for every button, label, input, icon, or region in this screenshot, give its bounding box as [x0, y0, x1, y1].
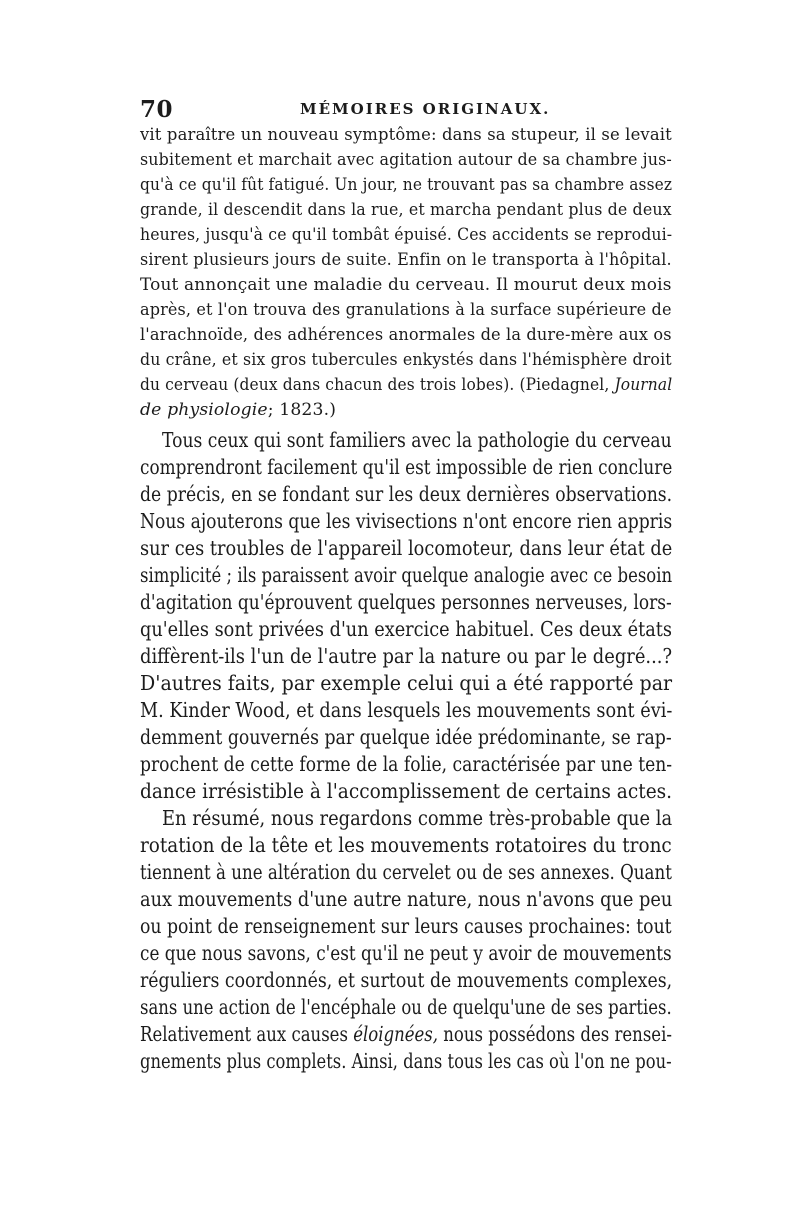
text-line: après, et l'on trouva des granulations à la surface supérieure de	[140, 300, 672, 320]
text-line	[140, 400, 336, 420]
text-segment: Relativement aux causes	[140, 1022, 354, 1046]
text-line: demment gouvernés par quelque idée prédominante, se rap-	[140, 725, 672, 749]
text-line: Nous ajouterons que les vivisections n'ont encore rien appris	[140, 509, 673, 533]
text-line: D'autres faits, par exemple celui qui a été rapporté par	[140, 671, 673, 695]
text-line: d'agitation qu'éprouvent quelques personnes nerveuses, lors-	[140, 590, 672, 614]
text-line: du crâne, et six gros tubercules enkystés dans l'hémisphère droit	[140, 350, 672, 370]
emphasis-italic: éloignées,	[353, 1022, 439, 1046]
text-line: qu'elles sont privées d'un exercice habituel. Ces deux états	[140, 617, 673, 641]
text-line: ce que nous savons, c'est qu'il ne peut y avoir de mouvements	[140, 941, 672, 965]
text-line: tiennent à une altération du cervelet ou de ses annexes. Quant	[140, 860, 672, 884]
text-line: comprendront facilement qu'il est impossible de rien conclure	[140, 455, 673, 479]
text-segment: ; 1823.)	[267, 400, 337, 420]
text-line: diffèrent-ils l'un de l'autre par la nature ou par le degré...?	[140, 644, 673, 668]
page-number: 70	[140, 96, 174, 123]
text-line: rotation de la tête et les mouvements rotatoires du tronc	[140, 833, 672, 857]
text-line: Tout annonçait une maladie du cerveau. Il mourut deux mois	[140, 275, 672, 295]
text-line: vit paraître un nouveau symptôme: dans sa stupeur, il se levait	[140, 125, 672, 145]
journal-title-italic: de physiologie	[140, 400, 268, 420]
text-line: qu'à ce qu'il fût fatigué. Un jour, ne trouvant pas sa chambre assez	[140, 175, 673, 195]
text-line: sur ces troubles de l'appareil locomoteur, dans leur état de	[140, 536, 673, 560]
text-line: réguliers coordonnés, et surtout de mouvements complexes,	[140, 968, 673, 992]
text-line: heures, jusqu'à ce qu'il tombât épuisé. Ces accidents se reprodui-	[140, 225, 673, 245]
running-head	[140, 96, 660, 126]
text-line: subitement et marchait avec agitation autour de sa chambre jus-	[140, 150, 672, 170]
journal-title-italic: Journal	[614, 375, 673, 395]
text-line: En résumé, nous regardons comme très-probable que la	[162, 806, 673, 830]
text-line: M. Kinder Wood, et dans lesquels les mouvements sont évi-	[140, 698, 673, 722]
text-line: de précis, en se fondant sur les deux dernières observations.	[140, 482, 673, 506]
text-line: sans une action de l'encéphale ou de quelqu'une de ses parties.	[140, 995, 672, 1019]
text-line: prochent de cette forme de la folie, caractérisée par une ten-	[140, 752, 673, 776]
text-segment: du cerveau (deux dans chacun des trois lobes). (Piedagnel,	[140, 375, 615, 395]
text-segment: nous possédons des rensei-	[438, 1022, 672, 1046]
text-line: l'arachnoïde, des adhérences anormales de la dure-mère aux os	[140, 325, 672, 345]
text-line: Tous ceux qui sont familiers avec la pathologie du cerveau	[162, 428, 672, 452]
text-line	[140, 1022, 672, 1046]
text-line: grande, il descendit dans la rue, et marcha pendant plus de deux	[140, 200, 672, 220]
text-line: sirent plusieurs jours de suite. Enfin on le transporta à l'hôpital.	[140, 250, 672, 270]
text-line: ou point de renseignement sur leurs causes prochaines: tout	[140, 914, 672, 938]
text-line: dance irrésistible à l'accomplissement de certains actes.	[140, 779, 673, 803]
text-line	[140, 375, 672, 395]
running-title: MÉMOIRES ORIGINAUX.	[300, 100, 551, 118]
text-line: aux mouvements d'une autre nature, nous n'avons que peu	[140, 887, 673, 911]
text-line: gnements plus complets. Ainsi, dans tous les cas où l'on ne pou-	[140, 1049, 672, 1073]
text-line: simplicité ; ils paraissent avoir quelque analogie avec ce besoin	[140, 563, 673, 587]
